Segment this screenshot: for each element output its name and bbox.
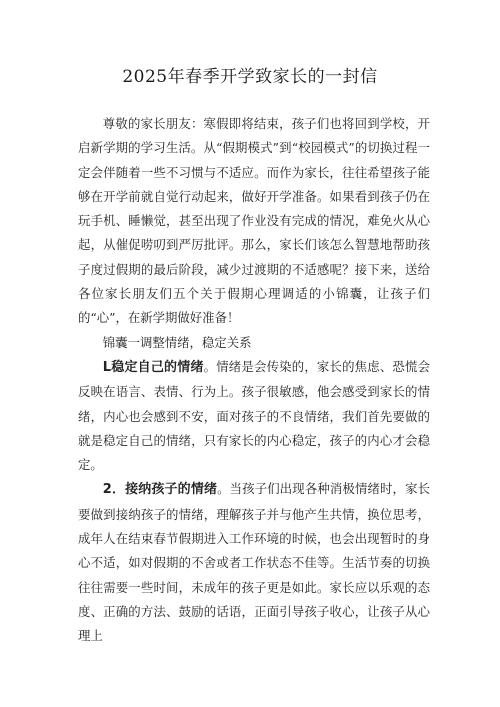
point-1-lead: L稳定自己的情绪: [102, 359, 204, 375]
page-title: 2025年春季开学致家长的一封信: [122, 67, 378, 87]
point-1-paragraph: [78, 355, 430, 477]
point-2-text: 。当孩子们出现各种消极情绪时，家长要做到接纳孩子的情绪，理解孩子并与他产生共情，换位思考，成年人在结束春节假期进入工作环境的时候，也会出现暂时的身心不适，如对假期的不舍或者工作状态不佳等。生活节奏的切换往往需要一些时间，未成年的孩子更是如此。家长应以乐观的态度、正确的方法、鼓励的话语，正面引导孩子收心，让孩子从心理上: [78, 481, 430, 644]
point-2-paragraph: [78, 477, 430, 648]
section-heading-1: 锦囊一调整情绪，稳定关系: [102, 334, 252, 350]
point-2-lead: 2．接纳孩子的情绪: [102, 482, 218, 498]
point-1-text: 。情绪是会传染的，家长的焦虑、恐慌会反映在语言、表情、行为上。孩子很敏感，他会感受到家长的情绪，内心也会感到不安，面对孩子的不良情绪，我们首先要做的就是稳定自己的情绪，只有家长的内心稳定，孩子的内心才会稳定。: [78, 358, 430, 473]
letter-body: [78, 112, 430, 649]
intro-paragraph: 尊敬的家长朋友：寒假即将结束，孩子们也将回到学校，开启新学期的学习生活。从“假期模式”到“校园模式”的切换过程一定会伴随着一些不习惯与不适应。而作为家长，往往希望孩子能够在开学前就自觉行动起来，做好开学准备。如果看到孩子仍在玩手机、睡懒觉，甚至出现了作业没有完成的情况，难免火从心起，从催促唠叨到严厉批评。那么，家长们该怎么智慧地帮助孩子度过假期的最后阶段，减少过渡期的不适感呢？接下来，送给各位家长朋友们五个关于假期心理调适的小锦囊，让孩子们的“心”，在新学期做好准备！: [78, 116, 430, 326]
